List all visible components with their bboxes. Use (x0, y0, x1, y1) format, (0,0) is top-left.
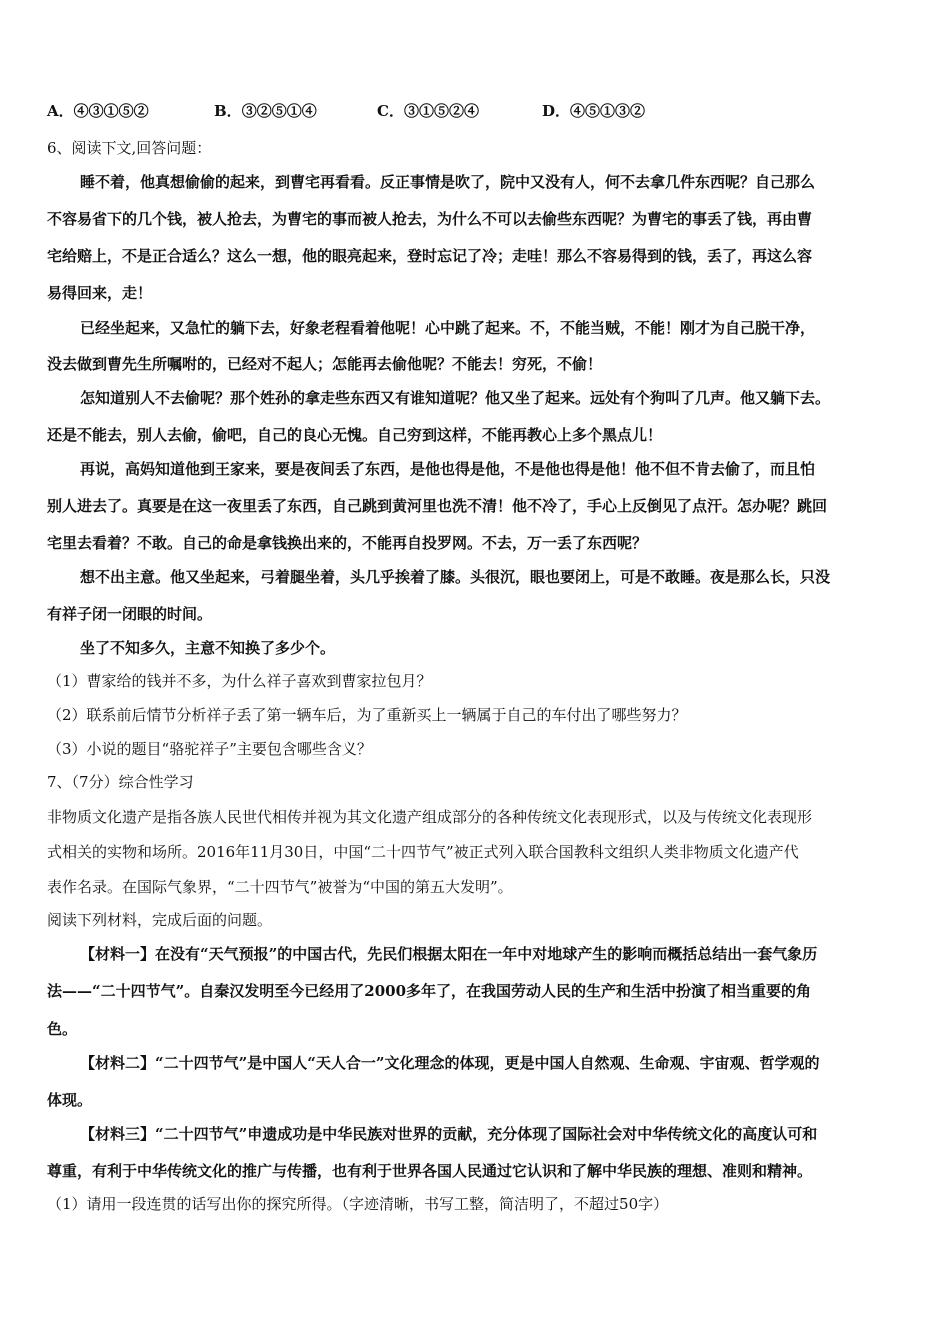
q7-intro-line: 式相关的实物和场所。2016年11月30日，中国“二十四节气”被正式列入联合国教科文组织人类非物质文化遗产代 (47, 843, 799, 861)
passage-line: 别人进去了。真要是在这一夜里丢了东西，自己跳到黄河里也洗不清！他不冷了，手心上反倒见了点汗。怎办呢？跳回 (47, 497, 828, 515)
q7-heading: 7、（7分）综合性学习 (47, 773, 194, 791)
passage-line: 睡不着，他真想偷偷的起来，到曹宅再看看。反正事情是吹了，院中又没有人，何不去拿几件东西呢？自己那么 (80, 173, 816, 191)
option-c: C．③①⑤②④ (377, 102, 479, 120)
q6-question-1: （1）曹家给的钱并不多，为什么祥子喜欢到曹家拉包月？ (47, 672, 432, 690)
passage-line: 宅给赔上，不是正合适么？这么一想，他的眼亮起来，登时忘记了冷；走哇！那么不容易得到的钱，丢了，再这么容 (47, 247, 813, 265)
option-b: B．③②⑤①④ (214, 102, 317, 120)
passage-line: 没去做到曹先生所嘱咐的，已经对不起人；怎能再去偷他呢？不能去！穷死，不偷！ (47, 355, 603, 373)
passage-line: 不容易省下的几个钱，被人抢去，为曹宅的事而被人抢去，为什么不可以去偷些东西呢？为曹宅的事丢了钱，再由曹 (47, 210, 813, 228)
q6-heading: 6、阅读下文,回答问题： (47, 139, 212, 157)
q6-question-2: （2）联系前后情节分析祥子丢了第一辆车后，为了重新买上一辆属于自己的车付出了哪些努力？ (47, 706, 687, 724)
material-line: 【材料二】“二十四节气”是中国人“天人合一”文化理念的体现，更是中国人自然观、生命观、宇宙观、哲学观的 (80, 1054, 820, 1072)
answer-options (47, 100, 907, 124)
q7-question-1: （1）请用一段连贯的话写出你的探究所得。（字迹清晰，书写工整，简洁明了，不超过50字） (47, 1195, 669, 1213)
material-line: 法——“二十四节气”。自秦汉发明至今已经用了2000多年了，在我国劳动人民的生产和生活中扮演了相当重要的角 (47, 982, 812, 1000)
passage-line: 怎知道别人不去偷呢？那个姓孙的拿走些东西又有谁知道呢？他又坐了起来。远处有个狗叫了几声。他又躺下去。 (80, 389, 831, 407)
passage-line: 易得回来，走！ (47, 284, 153, 302)
q6-question-3: （3）小说的题目“骆驼祥子”主要包含哪些含义？ (47, 740, 372, 758)
q7-instruction: 阅读下列材料，完成后面的问题。 (47, 911, 273, 929)
material-line: 【材料一】在没有“天气预报”的中国古代，先民们根据太阳在一年中对地球产生的影响而概括总结出一套气象历 (80, 945, 818, 963)
passage-line: 宅里去看着？不敢。自己的命是拿钱换出来的，不能再自投罗网。不去，万一丢了东西呢？ (47, 534, 648, 552)
passage-line: 坐了不知多久，主意不知换了多少个。 (80, 639, 336, 657)
option-d: D．④⑤①③② (542, 102, 646, 120)
passage-line: 有祥子闭一闭眼的时间。 (47, 605, 213, 623)
passage-line: 再说，高妈知道他到王家来，要是夜间丢了东西，是他也得是他，不是他也得是他！他不但不肯去偷了，而且怕 (80, 460, 816, 478)
material-line: 色。 (47, 1020, 78, 1038)
material-line: 尊重，有利于中华传统文化的推广与传播，也有利于世界各国人民通过它认识和了解中华民族的理想、准则和精神。 (47, 1162, 813, 1180)
passage-line: 还是不能去，别人去偷，偷吧，自己的良心无愧。自己穷到这样，不能再教心上多个黑点儿！ (47, 426, 663, 444)
material-line: 体现。 (47, 1091, 93, 1109)
passage-line: 想不出主意。他又坐起来，弓着腿坐着，头几乎挨着了膝。头很沉，眼也要闭上，可是不敢睡。夜是那么长，只没 (80, 568, 831, 586)
q7-intro-line: 非物质文化遗产是指各族人民世代相传并视为其文化遗产组成部分的各种传统文化表现形式，以及与传统文化表现形 (47, 808, 813, 826)
material-line: 【材料三】“二十四节气”申遗成功是中华民族对世界的贡献，充分体现了国际社会对中华传统文化的高度认可和 (80, 1125, 818, 1143)
q7-intro-line: 表作名录。在国际气象界，“二十四节气”被誉为“中国的第五大发明”。 (47, 878, 513, 896)
passage-line: 已经坐起来，又急忙的躺下去，好象老程看着他呢！心中跳了起来。不，不能当贼，不能！刚才为自己脱干净， (80, 319, 816, 337)
option-a: A．④③①⑤② (47, 102, 149, 120)
